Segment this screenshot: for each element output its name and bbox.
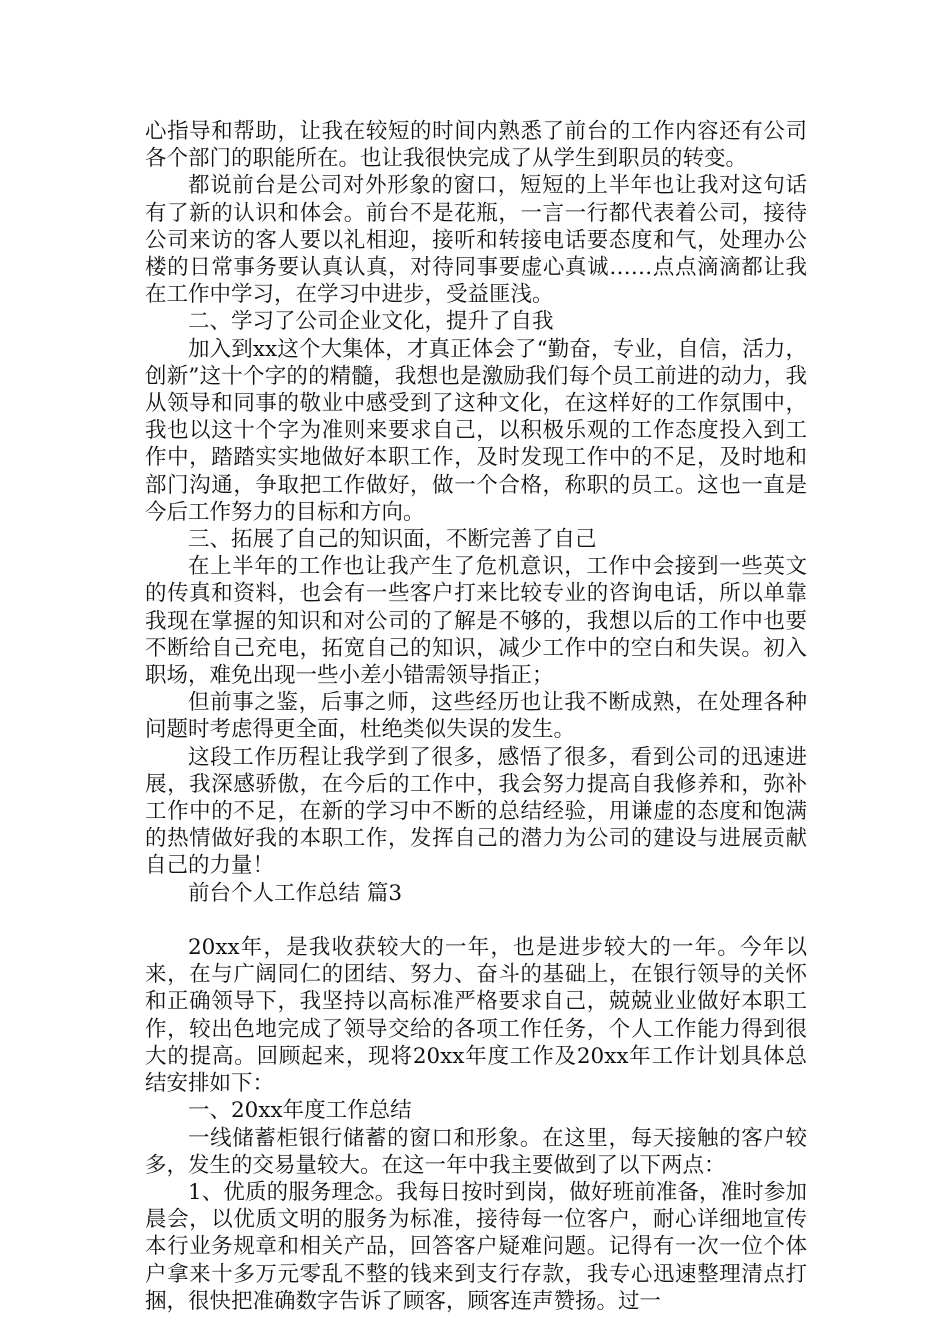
section-heading: 二、学习了公司企业文化，提升了自我	[188, 309, 554, 335]
paragraph: 1、优质的服务理念。我每日按时到岗，做好班前准备，准时参加晨会，以优质文明的服务为标准，接待每一位客户，耐心详细地宣传本行业务规章和相关产品，回答客户疑难问题。记得有一次一位个体户拿来十多万元零乱不整的钱来到支行存款，我专心迅速整理清点打捆，很快把准确数字告诉了顾客，顾客连声赞扬。过一	[145, 1179, 807, 1314]
blank-line	[145, 907, 807, 934]
paragraph: 一线储蓄柜银行储蓄的窗口和形象。在这里，每天接触的客户较多，发生的交易量较大。在这一年中我主要做到了以下两点：	[145, 1125, 807, 1178]
article-title: 前台个人工作总结 篇3	[188, 880, 403, 906]
paragraph: 20xx年，是我收获较大的一年，也是进步较大的一年。今年以来，在与广阔同仁的团结、努力、奋斗的基础上，在银行领导的关怀和正确领导下，我坚持以高标准严格要求自己，兢兢业业做好本职工作，较出色地完成了领导交给的各项工作任务，个人工作能力得到很大的提高。回顾起来，现将20xx年度工作及20xx年工作计划具体总结安排如下：	[145, 935, 807, 1097]
paragraph: 在上半年的工作也让我产生了危机意识，工作中会接到一些英文的传真和资料，也会有一些客户打来比较专业的咨询电话，所以单靠我现在掌握的知识和对公司的了解是不够的，我想以后的工作中也要不断给自己充电，拓宽自己的知识，减少工作中的空白和失误。初入职场，难免出现一些小差小错需领导指正；	[145, 554, 807, 689]
paragraph: 这段工作历程让我学到了很多，感悟了很多，看到公司的迅速进展，我深感骄傲，在今后的工作中，我会努力提高自我修养和，弥补工作中的不足，在新的学习中不断的总结经验，用谦虚的态度和饱满的热情做好我的本职工作，发挥自己的潜力为公司的建设与进展贡献自己的力量！	[145, 744, 807, 879]
paragraph: 加入到xx这个大集体，才真正体会了“勤奋，专业，自信，活力，创新”这十个字的的精髓，我想也是激励我们每个员工前进的动力，我从领导和同事的敬业中感受到了这种文化，在这样好的工作氛围中，我也以这十个字为准则来要求自己，以积极乐观的工作态度投入到工作中，踏踏实实地做好本职工作，及时发现工作中的不足，及时地和部门沟通，争取把工作做好，做一个合格，称职的员工。这也一直是今后工作努力的目标和方向。	[145, 336, 807, 525]
section-heading: 三、拓展了自己的知识面，不断完善了自己	[188, 527, 597, 553]
document-page	[145, 118, 807, 1315]
section-heading: 一、20xx年度工作总结	[188, 1098, 412, 1124]
paragraph: 但前事之鉴，后事之师，这些经历也让我不断成熟，在处理各种问题时考虑得更全面，杜绝类似失误的发生。	[145, 690, 807, 743]
paragraph: 都说前台是公司对外形象的窗口，短短的上半年也让我对这句话有了新的认识和体会。前台不是花瓶，一言一行都代表着公司，接待公司来访的客人要以礼相迎，接听和转接电话要态度和气，处理办公楼的日常事务要认真认真，对待同事要虚心真诚……点点滴滴都让我在工作中学习，在学习中进步，受益匪浅。	[145, 173, 807, 308]
paragraph: 心指导和帮助，让我在较短的时间内熟悉了前台的工作内容还有公司各个部门的职能所在。也让我很快完成了从学生到职员的转变。	[145, 119, 807, 172]
